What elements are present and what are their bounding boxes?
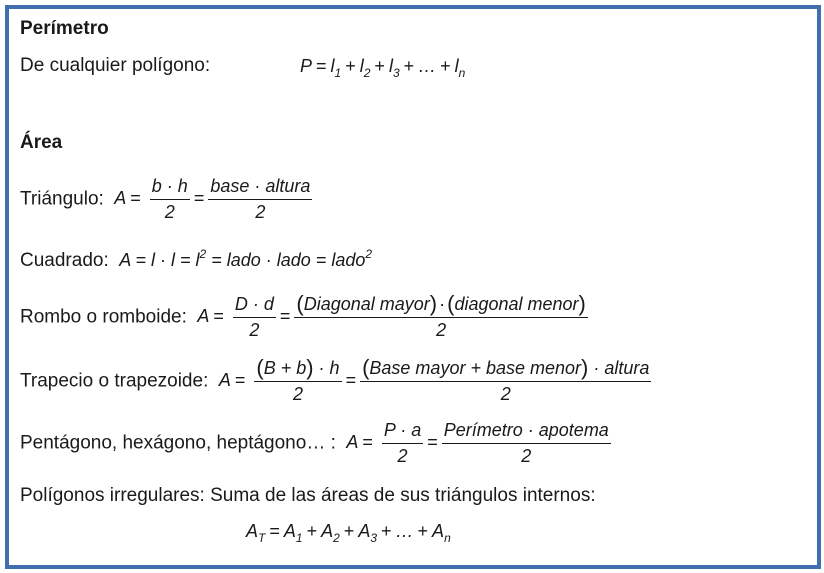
irregulares-formula: $A_T = A_1 + A_2 + A_3$ + … + $A_n$ xyxy=(246,521,451,545)
cuadrado-label: Cuadrado: xyxy=(20,250,109,271)
perimetro-formula: $P = l_1 + l_2 + l_3$ + … + $l_n$ xyxy=(300,56,466,80)
pentagono-formula: A = $\frac{P \cdot a}{2}$ = $\frac{\text{Perímetro · apotema}}{2}$ xyxy=(346,420,609,466)
rombo-row xyxy=(20,291,588,341)
rombo-label: Rombo o romboide: xyxy=(20,306,187,328)
trapecio-label: Trapecio o trapezoide: xyxy=(20,370,209,392)
triangulo-formula: A = $\frac{b \cdot h}{2}$ = $\frac{\text{base · altura}}{2}$ xyxy=(114,176,311,222)
pentagono-row xyxy=(20,420,611,467)
rombo-formula: A = $\frac{D \cdot d}{2}$ = $\frac{\text{(Diagonal mayor) ·(diagonal menor)}}{2}$ xyxy=(197,291,586,340)
triangulo-row xyxy=(20,176,312,223)
pentagono-label: Pentágono, hexágono, heptágono… : xyxy=(20,432,336,454)
perimetro-label: De cualquier polígono: xyxy=(20,55,211,76)
trapecio-formula: A = $\frac{(B + b) \cdot h}{2}$ = $\frac{\text{(Base mayor + base menor) · altura}}{2}$ xyxy=(218,355,650,404)
cuadrado-formula: $A = l \cdot l = l^2$ = lado · lado = lado$^2$ xyxy=(119,247,373,270)
area-heading: Área xyxy=(20,132,63,153)
triangulo-label: Triángulo: xyxy=(20,188,104,210)
perimetro-heading: Perímetro xyxy=(20,18,109,39)
trapecio-row xyxy=(20,355,651,405)
cuadrado-row xyxy=(20,247,373,272)
irregulares-label: Polígonos irregulares: Suma de las áreas de sus triángulos internos: xyxy=(20,485,596,506)
